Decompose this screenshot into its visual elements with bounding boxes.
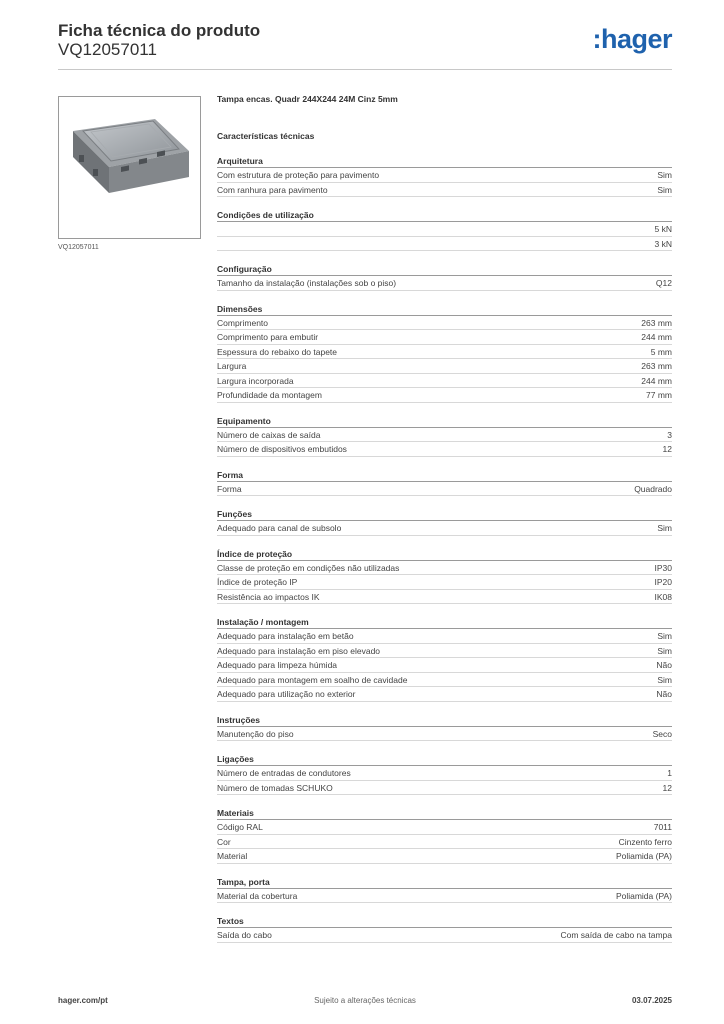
spec-row (217, 658, 672, 673)
spec-row (217, 276, 672, 291)
spec-row (217, 345, 672, 360)
spec-value: Poliamida (PA) (615, 890, 672, 901)
spec-row (217, 482, 672, 497)
spec-row (217, 727, 672, 742)
spec-group-title: Instruções (217, 714, 672, 727)
spec-group-title: Índice de proteção (217, 548, 672, 561)
spec-value: 12 (662, 782, 672, 793)
spec-group (217, 155, 672, 197)
spec-row (217, 849, 672, 864)
image-caption: VQ12057011 (58, 244, 99, 251)
spec-value: 5 kN (654, 224, 672, 234)
spec-group (217, 876, 672, 904)
spec-label: Largura (217, 361, 247, 371)
spec-group (217, 548, 672, 605)
spec-label: Material (217, 851, 248, 861)
spec-label: Adequado para utilização no exterior (217, 689, 356, 699)
spec-value: 3 (667, 429, 672, 440)
spec-value: Quadrado (634, 483, 672, 494)
spec-label: Com ranhura para pavimento (217, 184, 328, 195)
spec-row (217, 237, 672, 252)
spec-group-title: Textos (217, 915, 672, 928)
spec-row (217, 687, 672, 702)
spec-label: Número de caixas de saída (217, 429, 321, 440)
spec-row (217, 388, 672, 403)
spec-value: Não (656, 689, 672, 699)
spec-group (217, 807, 672, 864)
spec-group-title: Configuração (217, 263, 672, 276)
spec-label: Código RAL (217, 822, 263, 832)
spec-row (217, 359, 672, 374)
spec-value: Não (656, 660, 672, 670)
spec-value: IP30 (654, 562, 672, 573)
product-name: Tampa encas. Quadr 244X244 24M Cinz 5mm (217, 94, 398, 104)
spec-row (217, 374, 672, 389)
spec-group (217, 616, 672, 702)
product-specs (217, 92, 672, 943)
spec-label: Adequado para limpeza húmida (217, 660, 338, 670)
spec-label: Cor (217, 836, 231, 847)
spec-label: Número de dispositivos embutidos (217, 444, 347, 454)
spec-row (217, 168, 672, 183)
spec-label: Forma (217, 483, 242, 494)
spec-value: Sim (657, 184, 672, 195)
spec-label: Material da cobertura (217, 890, 298, 901)
spec-value: Cinzento ferro (618, 836, 672, 847)
spec-value: 1 (667, 768, 672, 778)
spec-group-title: Equipamento (217, 415, 672, 428)
spec-group-title: Forma (217, 469, 672, 482)
spec-row (217, 222, 672, 237)
spec-label: Resistência ao impactos IK (217, 591, 320, 602)
spec-label: Saída do cabo (217, 930, 272, 940)
spec-row (217, 820, 672, 835)
spec-label: Adequado para canal de subsolo (217, 523, 342, 533)
spec-row (217, 928, 672, 943)
spec-row (217, 330, 672, 345)
spec-group-title: Dimensões (217, 303, 672, 316)
spec-label: Profundidade da montagem (217, 390, 322, 400)
spec-value: 263 mm (641, 361, 672, 371)
footer-notice: Sujeito a alterações técnicas (314, 996, 416, 1005)
footer-date: 03.07.2025 (631, 996, 672, 1005)
spec-row (217, 644, 672, 659)
spec-label: Comprimento para embutir (217, 332, 319, 342)
specs-heading: Características técnicas (217, 131, 315, 141)
spec-row (217, 673, 672, 688)
product-image (58, 96, 201, 239)
spec-group-title: Funções (217, 508, 672, 521)
spec-value: IP20 (654, 577, 672, 587)
spec-row (217, 590, 672, 605)
spec-value: Com saída de cabo na tampa (560, 930, 672, 940)
page-header (58, 20, 672, 70)
spec-value: Sim (657, 674, 672, 685)
spec-row (217, 781, 672, 796)
spec-label: Adequado para instalação em piso elevado (217, 645, 381, 656)
spec-group (217, 263, 672, 291)
product-reference: VQ12057011 (58, 40, 157, 59)
spec-row (217, 561, 672, 576)
spec-value: 244 mm (641, 375, 672, 386)
spec-label: Adequado para montagem em soalho de cavidade (217, 674, 408, 685)
spec-group-title: Ligações (217, 753, 672, 766)
spec-row (217, 316, 672, 331)
spec-row (217, 575, 672, 590)
spec-label: Espessura do rebaixo do tapete (217, 346, 338, 357)
spec-group-title: Materiais (217, 807, 672, 820)
spec-label: Tamanho da instalação (instalações sob o piso) (217, 278, 397, 288)
spec-row (217, 428, 672, 443)
spec-group (217, 508, 672, 536)
spec-row (217, 889, 672, 904)
spec-label: Manutenção do piso (217, 728, 294, 739)
spec-group-title: Instalação / montagem (217, 616, 672, 629)
document-title: Ficha técnica do produto (58, 21, 261, 40)
spec-group-title: Arquitetura (217, 155, 672, 168)
spec-row (217, 835, 672, 850)
spec-value: Sim (657, 523, 672, 533)
spec-groups (217, 155, 672, 943)
spec-label: Com estrutura de proteção para pavimento (217, 170, 380, 180)
spec-value: IK08 (654, 591, 672, 602)
spec-value: Seco (652, 728, 672, 739)
spec-value: 5 mm (650, 346, 672, 357)
spec-row (217, 521, 672, 536)
spec-label: Número de entradas de condutores (217, 768, 351, 778)
spec-value: 263 mm (641, 317, 672, 328)
spec-label: Comprimento (217, 317, 269, 328)
spec-group (217, 415, 672, 457)
spec-value: 77 mm (646, 390, 672, 400)
spec-group (217, 469, 672, 497)
spec-label: Classe de proteção em condições não utilizadas (217, 562, 400, 573)
spec-group (217, 303, 672, 403)
spec-group-title: Condições de utilização (217, 209, 672, 222)
spec-group (217, 209, 672, 251)
spec-label: Índice de proteção IP (217, 577, 298, 587)
spec-value: Poliamida (PA) (615, 851, 672, 861)
spec-value: Q12 (655, 278, 672, 288)
spec-group-title: Tampa, porta (217, 876, 672, 889)
spec-row (217, 183, 672, 198)
spec-value: 7011 (653, 822, 672, 832)
spec-group (217, 753, 672, 795)
spec-value: Sim (657, 631, 672, 641)
spec-row (217, 442, 672, 457)
spec-row (217, 629, 672, 644)
spec-group (217, 915, 672, 943)
spec-label: Número de tomadas SCHUKO (217, 782, 333, 793)
spec-label: Adequado para instalação em betão (217, 631, 354, 641)
spec-group (217, 714, 672, 742)
spec-value: 3 kN (654, 238, 672, 249)
spec-label: Largura incorporada (217, 375, 294, 386)
spec-value: 244 mm (641, 332, 672, 342)
spec-value: 12 (662, 444, 672, 454)
spec-value: Sim (657, 645, 672, 656)
spec-row (217, 766, 672, 781)
spec-value: Sim (657, 170, 672, 180)
hager-logo: :hager (592, 24, 672, 54)
footer-website: hager.com/pt (58, 996, 108, 1005)
